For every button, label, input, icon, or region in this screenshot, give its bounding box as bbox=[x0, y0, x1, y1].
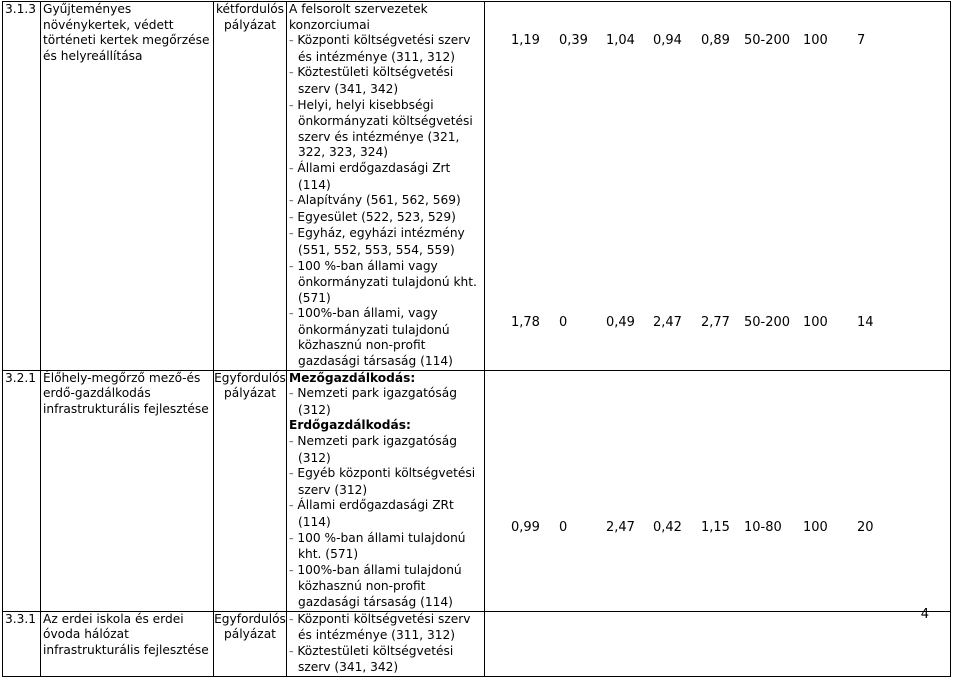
indicator-value: 14 bbox=[857, 315, 874, 330]
org-item-text: Helyi, helyi kisebbségi önkormányzati költségvetési szerv és intézménye (321, 322, 323, 324) bbox=[297, 97, 473, 160]
indicator-value: 0,89 bbox=[701, 33, 730, 48]
org-item-text: Egyéb központi költségvetési szerv (312) bbox=[297, 466, 476, 497]
indicator-value: 0,94 bbox=[653, 33, 682, 48]
org-item-text: Központi költségvetési szerv és intézménye (311, 312) bbox=[297, 33, 471, 64]
dash-bullet-icon: – bbox=[289, 261, 294, 272]
indicator-value: 10-80 bbox=[744, 520, 782, 535]
indicator-value: 1,15 bbox=[701, 520, 730, 535]
program-table bbox=[2, 1, 951, 677]
dash-bullet-icon: – bbox=[289, 437, 294, 448]
application-type: kétfordulós pályázat bbox=[214, 2, 287, 371]
eligible-organizations bbox=[287, 611, 485, 676]
org-list-item bbox=[289, 226, 484, 258]
dash-bullet-icon: – bbox=[289, 68, 294, 79]
row-number: 3.3.1 bbox=[3, 611, 41, 676]
org-item-text: Egyház, egyházi intézmény (551, 552, 553, 554, 559) bbox=[297, 226, 465, 257]
indicator-value: 1,78 bbox=[511, 315, 540, 330]
indicator-value: 100 bbox=[803, 315, 828, 330]
indicator-values bbox=[485, 611, 951, 676]
indicator-value: 2,47 bbox=[653, 315, 682, 330]
org-item-text: 100 %-ban állami vagy önkormányzati tulajdonú kht. (571) bbox=[297, 258, 477, 305]
dash-bullet-icon: – bbox=[289, 614, 294, 625]
indicator-value: 1,19 bbox=[511, 33, 540, 48]
org-list-item bbox=[289, 33, 484, 65]
indicator-value: 0 bbox=[559, 520, 568, 535]
org-item-text: Nemzeti park igazgatóság (312) bbox=[297, 434, 457, 465]
indicator-value: 100 bbox=[803, 33, 828, 48]
indicator-value: 0,49 bbox=[606, 315, 635, 330]
org-item-text: Alapítvány (561, 562, 569) bbox=[297, 193, 461, 208]
indicator-value: 0,42 bbox=[653, 520, 682, 535]
dash-bullet-icon: – bbox=[289, 565, 294, 576]
dash-bullet-icon: – bbox=[289, 533, 294, 544]
org-list-item bbox=[289, 210, 484, 227]
org-item-text: Köztestületi költségvetési szerv (341, 342) bbox=[297, 65, 454, 96]
org-list-item bbox=[289, 65, 484, 97]
indicator-value: 50-200 bbox=[744, 315, 791, 330]
program-name: Gyűjteményes növénykertek, védett történeti kertek megőrzése és helyreállítása bbox=[41, 2, 214, 371]
org-list-item bbox=[289, 466, 484, 498]
org-list-item bbox=[289, 563, 484, 611]
org-item-text: Egyesület (522, 523, 529) bbox=[297, 209, 456, 224]
org-item-text: 100%-ban állami tulajdonú közhasznú non-profit gazdasági társaság (114) bbox=[297, 562, 462, 609]
dash-bullet-icon: – bbox=[289, 389, 294, 400]
dash-bullet-icon: – bbox=[289, 196, 294, 207]
org-list-item bbox=[289, 434, 484, 466]
org-list-item bbox=[289, 98, 484, 161]
table-row bbox=[3, 370, 951, 611]
org-item-text: 100%-ban állami, vagy önkormányzati tulajdonú közhasznú non-profit gazdasági társaság (114) bbox=[297, 306, 453, 369]
org-list-item bbox=[289, 161, 484, 193]
org-list-item bbox=[289, 498, 484, 530]
indicator-values bbox=[485, 370, 951, 611]
org-item-text: Állami erdőgazdasági ZRt (114) bbox=[297, 498, 454, 529]
program-name: Az erdei iskola és erdei óvoda hálózat infrastrukturális fejlesztése bbox=[41, 611, 214, 676]
dash-bullet-icon: – bbox=[289, 100, 294, 111]
indicator-value: 2,47 bbox=[606, 520, 635, 535]
program-name: Élőhely-megőrző mező-és erdő-gazdálkodás infrastrukturális fejlesztése bbox=[41, 370, 214, 611]
org-item-text: Nemzeti park igazgatóság (312) bbox=[297, 386, 457, 417]
org-list-item bbox=[289, 531, 484, 563]
org-item-text: Állami erdőgazdasági Zrt (114) bbox=[297, 160, 451, 192]
indicator-value: 0,99 bbox=[511, 520, 540, 535]
indicator-value: 0,39 bbox=[559, 33, 588, 48]
indicator-value: 50-200 bbox=[744, 33, 791, 48]
org-list-item bbox=[289, 386, 484, 418]
org-category-header: Erdőgazdálkodás: bbox=[289, 418, 411, 433]
dash-bullet-icon: – bbox=[289, 36, 294, 47]
application-type: Egyfordulós pályázat bbox=[214, 370, 287, 611]
dash-bullet-icon: – bbox=[289, 501, 294, 512]
org-list-item bbox=[289, 612, 484, 644]
indicator-value: 1,04 bbox=[606, 33, 635, 48]
row-number: 3.2.1 bbox=[3, 370, 41, 611]
dash-bullet-icon: – bbox=[289, 309, 294, 320]
dash-bullet-icon: – bbox=[289, 229, 294, 240]
row-number: 3.1.3 bbox=[3, 2, 41, 371]
org-item-text: 100 %-ban állami tulajdonú kht. (571) bbox=[297, 530, 466, 562]
dash-bullet-icon: – bbox=[289, 163, 294, 174]
indicator-value: 100 bbox=[803, 520, 828, 535]
org-item-text: Köztestületi költségvetési szerv (341, 342) bbox=[297, 643, 454, 675]
dash-bullet-icon: – bbox=[289, 212, 294, 223]
application-type: Egyfordulós pályázat bbox=[214, 611, 287, 676]
dash-bullet-icon: – bbox=[289, 469, 294, 480]
eligible-organizations bbox=[287, 2, 485, 371]
indicator-value: 2,77 bbox=[701, 315, 730, 330]
indicator-value: 7 bbox=[857, 33, 866, 48]
org-list-item bbox=[289, 644, 484, 676]
dash-bullet-icon: – bbox=[289, 646, 294, 657]
page-number: 4 bbox=[920, 607, 929, 622]
org-list-item bbox=[289, 259, 484, 307]
table-row bbox=[3, 611, 951, 676]
org-intro-text: A felsorolt szervezetek konzorciumai bbox=[289, 2, 428, 32]
org-list-item bbox=[289, 193, 484, 210]
indicator-value: 0 bbox=[559, 315, 568, 330]
org-item-text: Központi költségvetési szerv és intézménye (311, 312) bbox=[297, 611, 471, 643]
org-category-header: Mezőgazdálkodás: bbox=[289, 370, 416, 385]
indicator-value: 20 bbox=[857, 520, 874, 535]
eligible-organizations bbox=[287, 370, 485, 611]
org-list-item bbox=[289, 306, 484, 369]
